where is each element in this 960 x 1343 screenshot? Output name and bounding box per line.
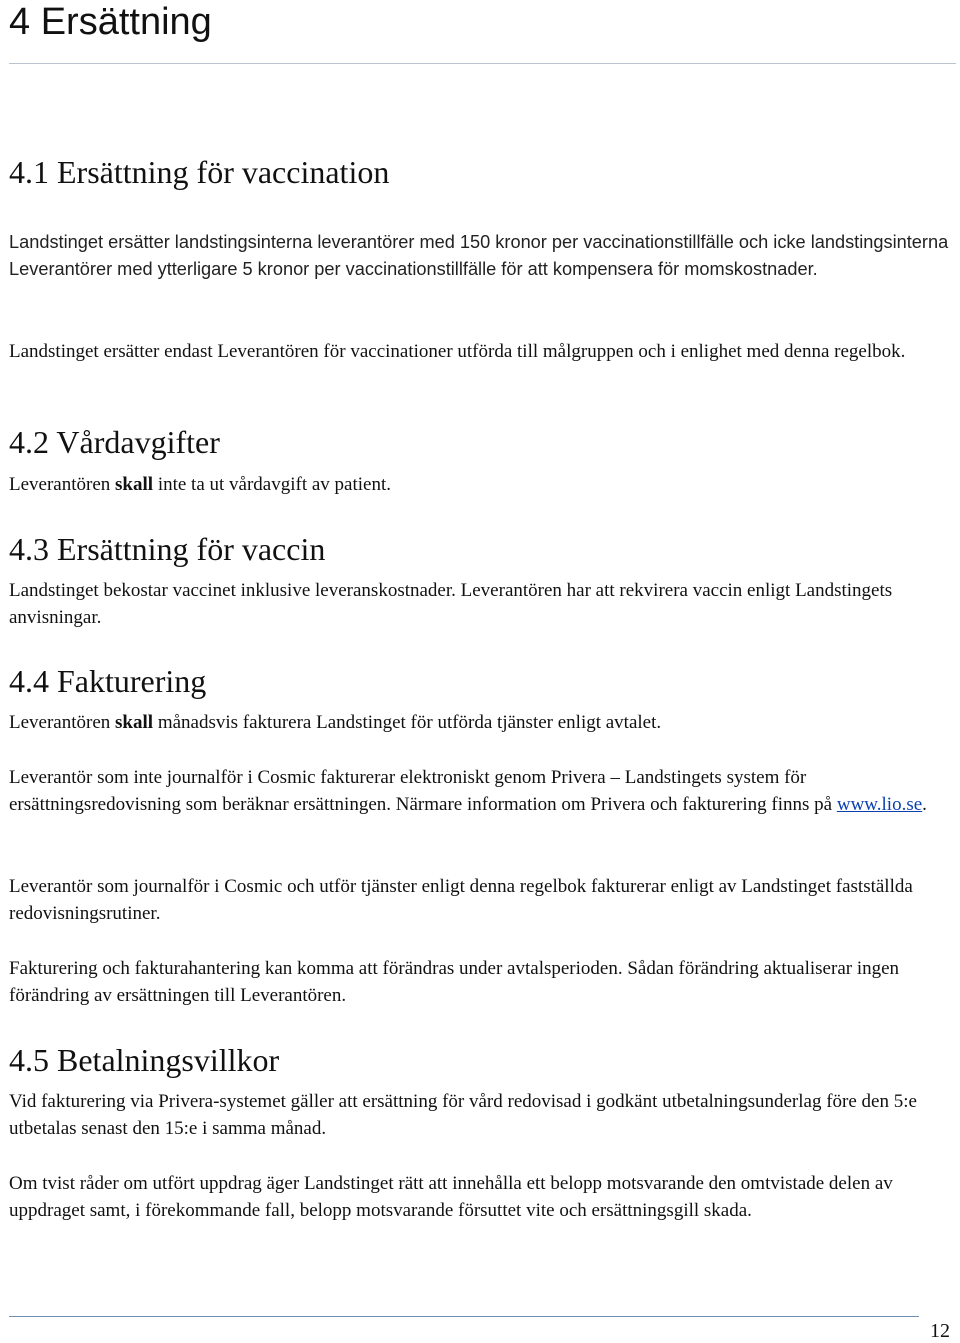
section-4-1-paragraph-1: Landstinget ersätter landstingsinterna leverantörer med 150 kronor per vaccinationstillfälle och icke landstingsinterna Leverantörer med ytterligare 5 kronor per vaccinationstillfälle för att kompensera för momskostnader. bbox=[9, 232, 949, 279]
emphasis-skall: skall bbox=[115, 474, 154, 495]
section-4-4-paragraph-2 bbox=[9, 764, 954, 818]
chapter-title: 4 Ersättning bbox=[9, 1, 212, 43]
lio-website-link[interactable]: www.lio.se bbox=[836, 794, 923, 815]
text-run: Leverantören bbox=[9, 474, 116, 495]
section-4-4-paragraph-4: Fakturering och fakturahantering kan komma att förändras under avtalsperioden. Sådan förändring aktualiserar ingen förändring av ersättningen till Leverantören. bbox=[9, 958, 900, 1006]
section-heading-4-2: 4.2 Vårdavgifter bbox=[9, 424, 220, 460]
section-4-4-paragraph-3: Leverantör som journalför i Cosmic och utför tjänster enligt denna regelbok fakturerar enligt av Landstinget fastställda redovisningsrutiner. bbox=[9, 876, 913, 924]
text-run: Leverantör som inte journalför i Cosmic fakturerar elektroniskt genom Privera – Landstingets system för ersättningsredovisning som beräknar ersättningen. Närmare information om Privera och fakturering finns på bbox=[9, 767, 837, 815]
section-4-4-paragraph-1 bbox=[9, 709, 954, 736]
text-run: Leverantören bbox=[9, 712, 116, 733]
section-4-5-paragraph-1: Vid fakturering via Privera-systemet gäller att ersättning för vård redovisad i godkänt utbetalningsunderlag före den 5:e utbetalas senast den 15:e i samma månad. bbox=[9, 1091, 917, 1139]
section-heading-4-3: 4.3 Ersättning för vaccin bbox=[9, 531, 326, 567]
section-4-3-paragraph-1: Landstinget bekostar vaccinet inklusive leveranskostnader. Leverantören har att rekvirera vaccin enligt Landstingets anvisningar. bbox=[9, 580, 893, 628]
chapter-divider bbox=[9, 63, 956, 64]
footer-divider bbox=[9, 1316, 919, 1317]
text-run: . bbox=[922, 794, 927, 815]
section-heading-4-4: 4.4 Fakturering bbox=[9, 663, 207, 699]
emphasis-skall: skall bbox=[115, 712, 154, 733]
text-run: inte ta ut vårdavgift av patient. bbox=[153, 474, 392, 495]
section-heading-4-1: 4.1 Ersättning för vaccination bbox=[9, 154, 390, 190]
section-4-2-paragraph-1 bbox=[9, 471, 954, 498]
section-heading-4-5: 4.5 Betalningsvillkor bbox=[9, 1042, 280, 1078]
section-4-5-paragraph-2: Om tvist råder om utfört uppdrag äger Landstinget rätt att innehålla ett belopp motsvarande den omtvistade delen av uppdraget samt, i förekommande fall, belopp motsvarande försuttet vite och ersättningsgill skada. bbox=[9, 1173, 893, 1221]
page-number: 12 bbox=[930, 1320, 950, 1342]
text-run: månadsvis fakturera Landstinget för utförda tjänster enligt avtalet. bbox=[153, 712, 662, 733]
section-4-1-paragraph-2: Landstinget ersätter endast Leverantören för vaccinationer utförda till målgruppen och i enlighet med denna regelbok. bbox=[9, 341, 906, 362]
